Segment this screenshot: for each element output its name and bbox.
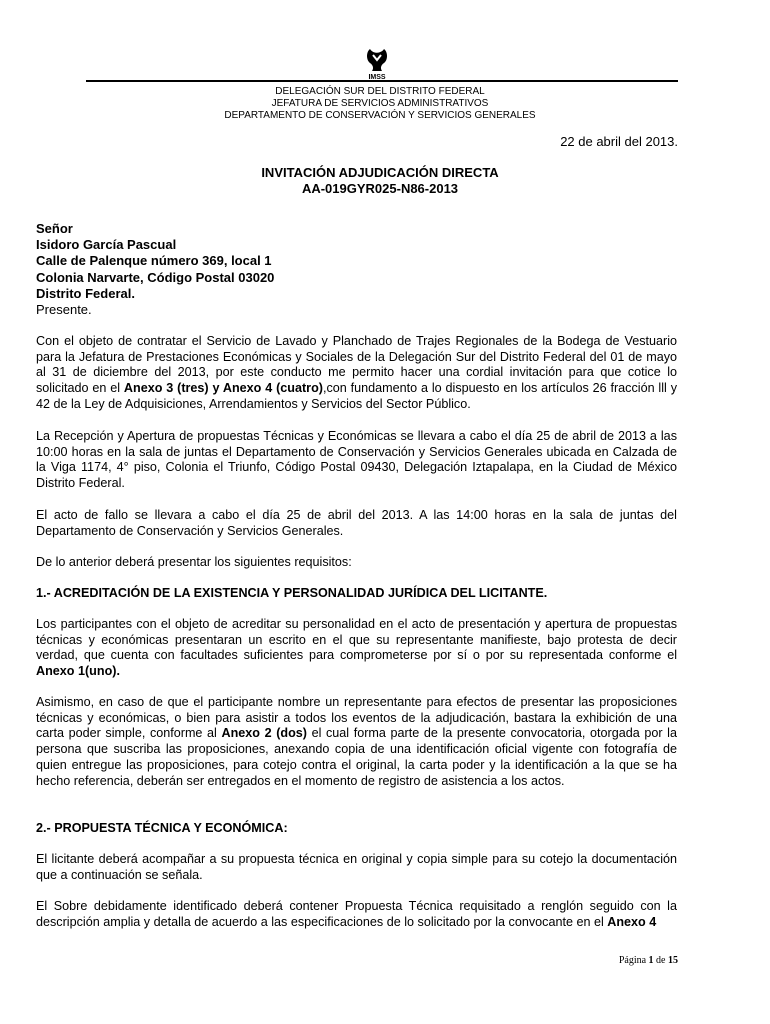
s2-p2-text: El Sobre debidamente identificado deberá contener Propuesta Técnica requisitado a renglón seguido con la descripción amplia y detalla de acuerdo a las especificaciones de lo solicitado por la convocante en el: [36, 899, 677, 929]
of-word: de: [656, 955, 666, 966]
s1-annex-2-ref: Anexo 2 (dos): [221, 726, 307, 741]
section-2-heading: 2.- PROPUESTA TÉCNICA Y ECONÓMICA:: [36, 821, 288, 835]
paragraph-requirements: De lo anterior deberá presentar los siguientes requisitos:: [36, 555, 352, 569]
recipient-name: Isidoro García Pascual: [36, 237, 177, 253]
section-2-paragraph-1: El licitante deberá acompañar a su propuesta técnica en original y copia simple para su cotejo la documentación que a continuación se señala.: [36, 852, 677, 882]
section-1-paragraph-1: [36, 617, 677, 680]
recipient-city: Distrito Federal.: [36, 285, 135, 301]
letter-date: 22 de abril del 2013.: [560, 134, 678, 149]
s1-annex-1-ref: Anexo 1(uno).: [36, 664, 120, 679]
page-word: Página: [618, 955, 647, 966]
s2-annex-4-ref: Anexo 4: [607, 914, 657, 929]
header-line-2: JEFATURA DE SERVICIOS ADMINISTRATIVOS: [271, 98, 489, 109]
page-footer: [619, 955, 678, 966]
section-1-heading: 1.- ACREDITACIÓN DE LA EXISTENCIA Y PERSONALIDAD JURÍDICA DEL LICITANTE.: [36, 586, 548, 600]
page-number: 1: [648, 955, 654, 966]
intro-annex-ref: Anexo 3 (tres) y Anexo 4 (cuatro): [123, 381, 323, 396]
s1-p2-text-c: el cual forma parte de la presente convocatoria, otorgada por la persona que suscriba las proposiciones, anexando copia de una identificación oficial vigente con fotografía de quien entregue las proposiciones, para cotejo contra el original, la carta poder y la identificación a la que se ha hecho referencia, deberán ser entregados en el momento de registro de asistencia a los actos.: [36, 726, 677, 788]
intro-text-a: Con el objeto de contratar el Servicio de Lavado y Planchado de Trajes Regionales de la Bodega de Vestuario para la Jefatura de Prestaciones Económicas y Sociales de la Delegación Sur del Distrito Federal del 01 de mayo al 31 de diciembre del 2013, por este conducto me permito hacer una cordial invitación para que cotice lo solicitado en el: [36, 334, 677, 396]
section-2-paragraph-2: [36, 899, 677, 930]
recipient-street: Calle de Palenque número 369, local 1: [36, 253, 272, 269]
paragraph-fallo: El acto de fallo se llevara a cabo el día 25 de abril del 2013. A las 14:00 horas en la sala de juntas del Departamento de Conservación y Servicios Generales.: [36, 508, 677, 538]
title-line-2: AA-019GYR025-N86-2013: [301, 181, 459, 196]
presente: Presente.: [36, 302, 92, 318]
intro-text-c: ,con fundamento a lo dispuesto en los artículos 26 fracción lll y 42 de la Ley de Adquisiciones, Arrendamientos y Servicios del Sector Público.: [36, 381, 677, 411]
department-header: [86, 86, 674, 122]
s1-p1-text: Los participantes con el objeto de acreditar su personalidad en el acto de presentación y apertura de propuestas técnicas y económicas presentaran un escrito en el que su representante manifieste, bajo protesta de decir verdad, que cuenta con facultades suficientes para comprometerse por sí o por su representada conforme el: [36, 617, 677, 663]
section-1-paragraph-2: [36, 695, 677, 789]
recipient-block: [36, 221, 274, 318]
document-title: [86, 165, 674, 197]
imss-logo: [360, 46, 394, 80]
header-rule: [86, 80, 678, 82]
paragraph-reception: La Recepción y Apertura de propuestas Técnicas y Económicas se llevara a cabo el día 25 de abril de 2013 a las 10:00 horas en la sala de juntas el Departamento de Conservación y Servicios Generales ubicada en Calzada de la Viga 1174, 4° piso, Colonia el Triunfo, Código Postal 09430, Delegación Iztapalapa, en la Ciudad de México Distrito Federal.: [36, 429, 677, 491]
recipient-colony: Colonia Narvarte, Código Postal 03020: [36, 269, 275, 285]
s1-p2-text-a: Asimismo, en caso de que el participante nombre un representante para efectos de presentar las proposiciones técnicas y económicas, o bien para asistir a todos los eventos de la adjudicación, bastara la exhibición de una carta poder simple, conforme al: [36, 695, 677, 741]
logo-text: IMSS: [368, 74, 386, 80]
salutation: Señor: [36, 221, 73, 236]
title-line-1: INVITACIÓN ADJUDICACIÓN DIRECTA: [261, 165, 499, 180]
header-line-3: DEPARTAMENTO DE CONSERVACIÓN Y SERVICIOS GENERALES: [224, 110, 536, 121]
paragraph-intro: [36, 334, 677, 413]
page-total: 15: [668, 955, 678, 966]
header-line-1: DELEGACIÓN SUR DEL DISTRITO FEDERAL: [275, 86, 485, 97]
